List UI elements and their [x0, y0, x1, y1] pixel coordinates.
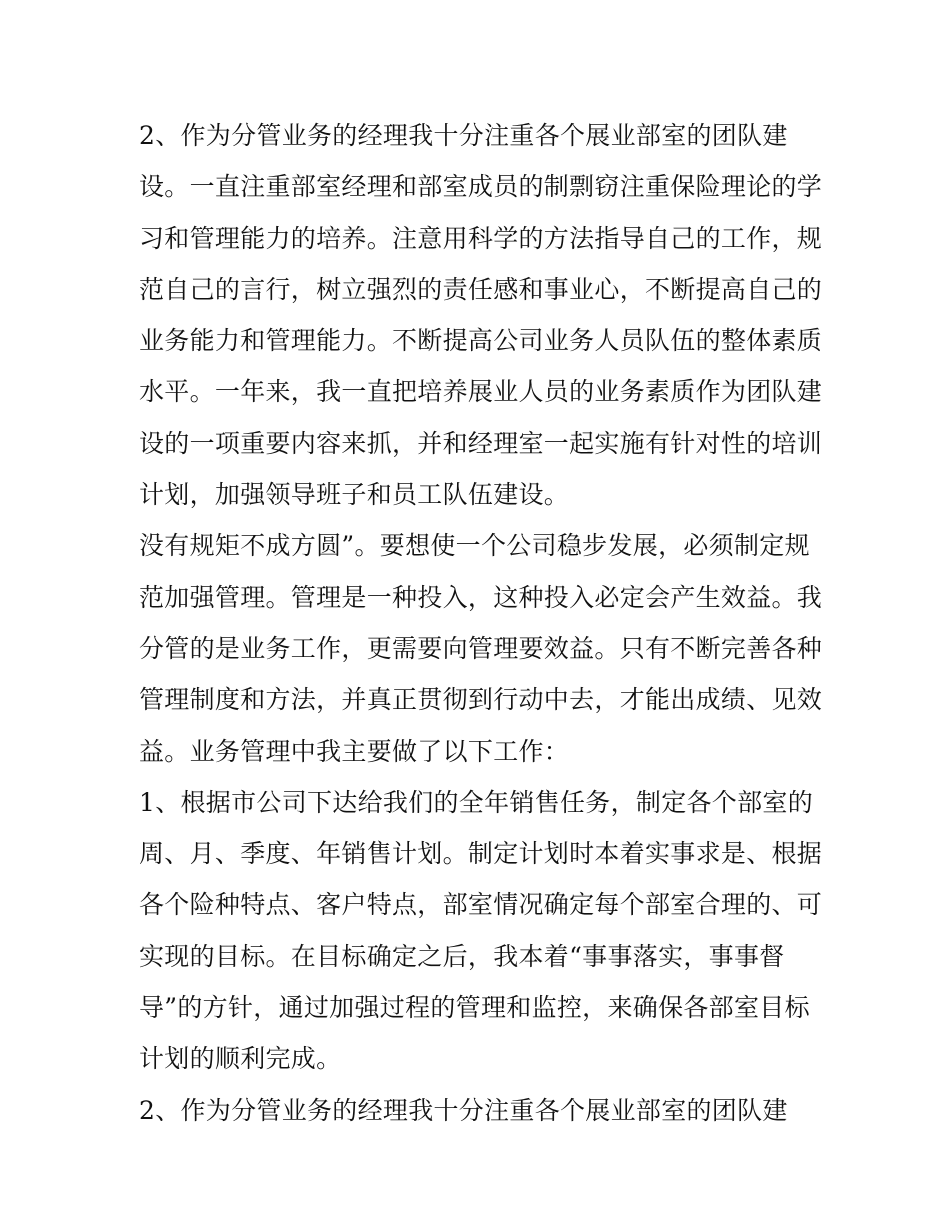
text-line: 习和管理能力的培养。注意用科学的方法指导自己的工作，规: [139, 223, 823, 253]
text-line: 设的一项重要内容来抓，并和经理室一起实施有针对性的培训: [139, 428, 823, 458]
text-line: 各个险种特点、客户特点，部室情况确定每个部室合理的、可: [139, 890, 823, 920]
text-line: 水平。一年来，我一直把培养展业人员的业务素质作为团队建: [139, 377, 823, 407]
body-text: [139, 110, 823, 1136]
text-line: 管理制度和方法，并真正贯彻到行动中去，才能出成绩、见效: [139, 685, 823, 715]
text-line: 益。业务管理中我主要做了以下工作：: [139, 736, 570, 766]
text-line: 分管的是业务工作，更需要向管理要效益。只有不断完善各种: [139, 633, 823, 663]
text-line: 计划，加强领导班子和员工队伍建设。: [139, 480, 570, 510]
text-line: 1、根据市公司下达给我们的全年销售任务，制定各个部室的: [139, 787, 814, 817]
text-line: 2、作为分管业务的经理我十分注重各个展业部室的团队建: [139, 1095, 788, 1125]
text-line: 范自己的言行，树立强烈的责任感和事业心，不断提高自己的: [139, 274, 823, 304]
text-line: 范加强管理。管理是一种投入，这种投入必定会产生效益。我: [139, 582, 823, 612]
text-line: 导”的方针，通过加强过程的管理和监控，来确保各部室目标: [139, 993, 810, 1023]
text-line: 没有规矩不成方圆”。要想使一个公司稳步发展，必须制定规: [139, 531, 810, 561]
text-line: 2、作为分管业务的经理我十分注重各个展业部室的团队建: [139, 121, 788, 150]
text-line: 实现的目标。在目标确定之后，我本着“事事落实，事事督: [139, 941, 785, 971]
text-line: 业务能力和管理能力。不断提高公司业务人员队伍的整体素质: [139, 326, 823, 356]
text-line: 周、月、季度、年销售计划。制定计划时本着实事求是、根据: [139, 839, 823, 869]
text-line: 设。一直注重部室经理和部室成员的制剽窃注重保险理论的学: [139, 172, 823, 202]
text-line: 计划的顺利完成。: [139, 1044, 342, 1074]
